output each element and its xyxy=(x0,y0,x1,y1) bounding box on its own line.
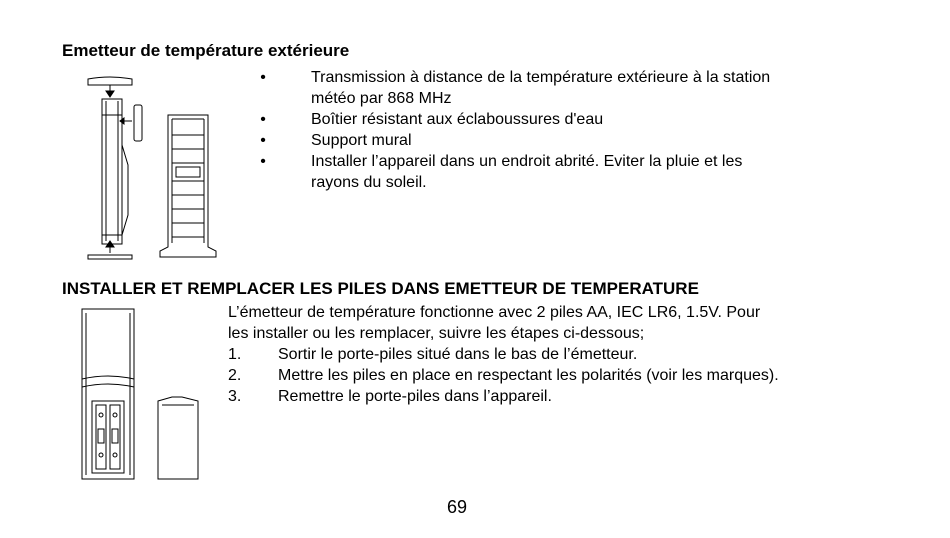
bullet-dot: • xyxy=(260,132,266,149)
bullet-item xyxy=(258,130,818,151)
bullet-text: Transmission à distance de la température extérieure à la station xyxy=(311,69,771,86)
intro-line: les installer ou les remplacer, suivre les étapes ci-dessous; xyxy=(228,325,645,342)
step-item xyxy=(228,344,637,365)
battery-illustration xyxy=(78,305,208,485)
bullet-text: Installer l’appareil dans un endroit abrité. Eviter la pluie et les xyxy=(311,153,743,170)
step-text: Sortir le porte-piles situé dans le bas de l’émetteur. xyxy=(278,346,638,363)
step-item xyxy=(228,365,779,386)
bullet-dot: • xyxy=(260,111,266,128)
section-title-batteries: INSTALLER ET REMPLACER LES PILES DANS EMETTEUR DE TEMPERATURE xyxy=(62,279,699,298)
step-number: 3. xyxy=(228,388,242,405)
bullet-dot: • xyxy=(260,69,266,86)
bullet-text: Support mural xyxy=(311,132,412,149)
step-number: 1. xyxy=(228,346,242,363)
section-title-emitter: Emetteur de température extérieure xyxy=(62,41,350,60)
bullet-continuation: rayons du soleil. xyxy=(311,174,427,191)
step-text: Remettre le porte-piles dans l’appareil. xyxy=(278,388,552,405)
bullet-continuation: météo par 868 MHz xyxy=(311,90,452,107)
transmitter-illustration xyxy=(80,75,230,265)
step-item xyxy=(228,386,552,407)
page-number: 69 xyxy=(447,497,468,517)
intro-line: L’émetteur de température fonctionne avec 2 piles AA, IEC LR6, 1.5V. Pour xyxy=(228,304,761,321)
step-number: 2. xyxy=(228,367,242,384)
bullet-item xyxy=(258,151,818,172)
bullet-item xyxy=(258,67,818,88)
bullet-dot: • xyxy=(260,153,266,170)
bullet-text: Boîtier résistant aux éclaboussures d'eau xyxy=(311,111,604,128)
bullet-item xyxy=(258,109,818,130)
step-text: Mettre les piles en place en respectant les polarités (voir les marques). xyxy=(278,367,779,384)
